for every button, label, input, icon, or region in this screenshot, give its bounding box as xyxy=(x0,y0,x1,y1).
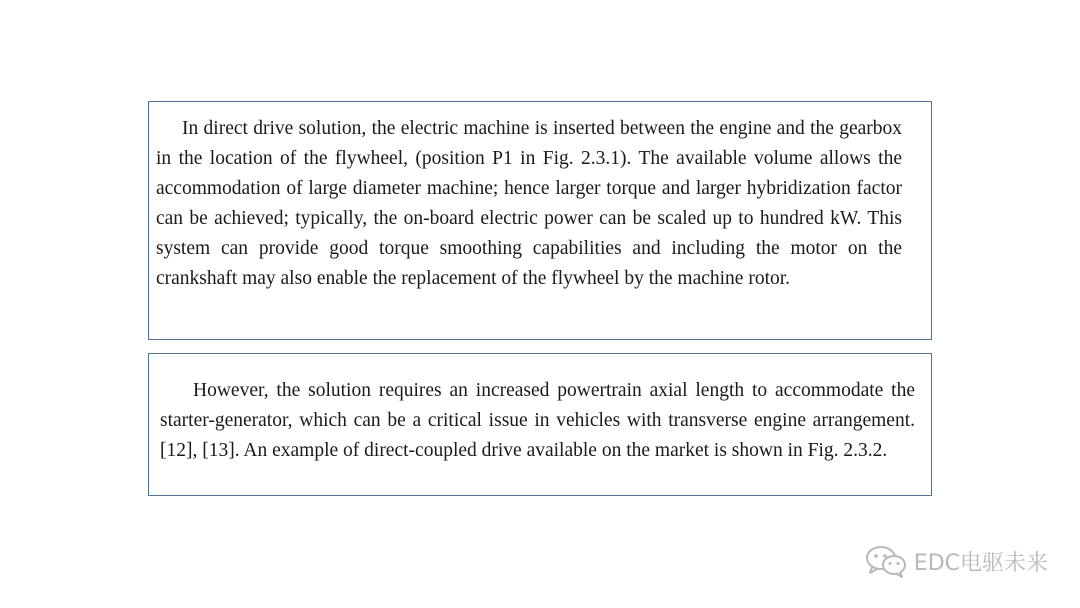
watermark xyxy=(864,544,1048,578)
wechat-icon xyxy=(864,544,908,578)
paragraph-axial-length: However, the solution requires an increased powertrain axial length to accommodate the starter-generator, which can be a critical issue in vehicles with transverse engine arrangement. [12], [13]. An example of direct-coupled drive available on the market is shown in Fig. 2.3.2. xyxy=(160,380,915,461)
watermark-text: EDC电驱未来 xyxy=(913,550,1048,576)
text-box-axial-length xyxy=(148,353,932,496)
paragraph-direct-drive: In direct drive solution, the electric machine is inserted between the engine and the gearbox in the location of the flywheel, (position P1 in Fig. 2.3.1). The available volume allows the accommodation of large diameter machine; hence larger torque and larger hybridization factor can be achieved; typically, the on-board electric power can be scaled up to hundred kW. This system can provide good torque smoothing capabilities and including the motor on the crankshaft may also enable the replacement of the flywheel by the machine rotor. xyxy=(156,118,902,289)
text-box-direct-drive xyxy=(148,101,932,340)
